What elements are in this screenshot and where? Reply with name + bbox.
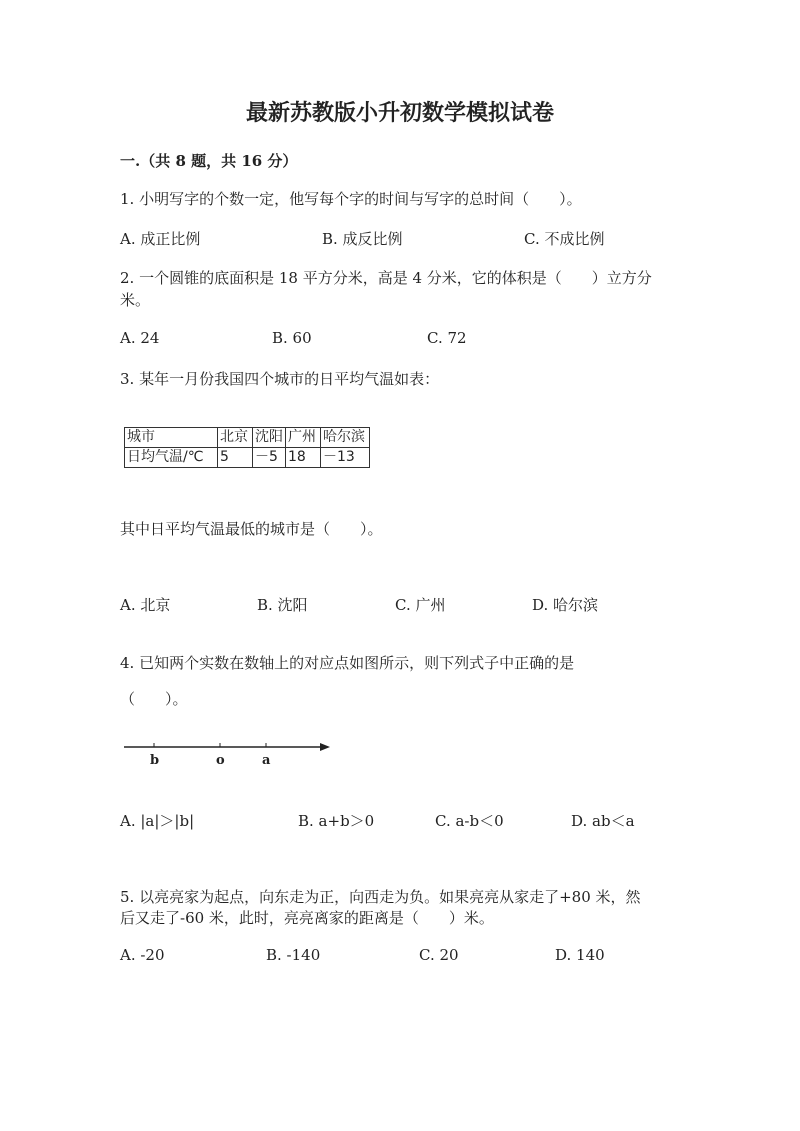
q4-option-c: C. a-b＜0 (435, 812, 504, 830)
table-cell: 北京 (218, 428, 253, 448)
q2-option-b: B. 60 (272, 329, 312, 347)
table-cell: 沈阳 (253, 428, 286, 448)
q5-stem-line1: 5. 以亮亮家为起点，向东走为正，向西走为负。如果亮亮从家走了+80 米，然 (120, 888, 641, 906)
q3-stem: 3. 某年一月份我国四个城市的日平均气温如表： (120, 370, 440, 388)
q4-option-d: D. ab＜a (571, 812, 635, 830)
table-cell: －5 (253, 448, 286, 468)
table-cell: 18 (286, 448, 321, 468)
table-cell: 5 (218, 448, 253, 468)
arrow-icon (320, 743, 330, 751)
q1-stem: 1. 小明写字的个数一定，他写每个字的时间与写字的总时间（ ）。 (120, 190, 582, 208)
table-row (125, 448, 370, 468)
page-title: 最新苏教版小升初数学模拟试卷 (245, 100, 554, 126)
number-line-figure (124, 736, 334, 776)
section-heading: 一.（共 8 题，共 16 分） (120, 152, 298, 170)
q4-stem-line2: （ ）。 (120, 690, 188, 708)
q4-stem-line1: 4. 已知两个实数在数轴上的对应点如图所示，则下列式子中正确的是 (120, 654, 575, 672)
q2-stem-line1: 2. 一个圆锥的底面积是 18 平方分米，高是 4 分米，它的体积是（ ）立方分 (120, 269, 652, 287)
q5-option-c: C. 20 (419, 946, 459, 964)
q1-option-c: C. 不成比例 (524, 230, 605, 248)
table-cell: 哈尔滨 (321, 428, 370, 448)
table-cell: －13 (321, 448, 370, 468)
table-cell: 城市 (125, 428, 218, 448)
q5-stem-line2: 后又走了-60 米，此时，亮亮离家的距离是（ ）米。 (120, 909, 494, 927)
q3-option-c: C. 广州 (395, 596, 446, 614)
table-cell: 广州 (286, 428, 321, 448)
q1-option-b: B. 成反比例 (322, 230, 403, 248)
q5-option-d: D. 140 (555, 946, 605, 964)
q4-option-a: A. |a|＞|b| (120, 812, 195, 830)
q3-option-d: D. 哈尔滨 (532, 596, 599, 614)
table-header-row (125, 428, 370, 448)
q5-option-b: B. -140 (266, 946, 321, 964)
temperature-table (124, 427, 370, 468)
table-cell: 日均气温/℃ (125, 448, 218, 468)
q3-option-a: A. 北京 (120, 596, 171, 614)
axis-label-a: a (262, 753, 271, 768)
axis-label-b: b (150, 753, 160, 768)
q2-option-a: A. 24 (120, 329, 160, 347)
q5-option-a: A. -20 (120, 946, 165, 964)
q3-question: 其中日平均气温最低的城市是（ ）。 (120, 520, 383, 538)
q3-option-b: B. 沈阳 (257, 596, 308, 614)
axis-label-o: o (216, 753, 225, 768)
q2-stem-line2: 米。 (120, 291, 151, 309)
q2-option-c: C. 72 (427, 329, 467, 347)
q4-option-b: B. a+b＞0 (298, 812, 375, 830)
q1-option-a: A. 成正比例 (120, 230, 201, 248)
